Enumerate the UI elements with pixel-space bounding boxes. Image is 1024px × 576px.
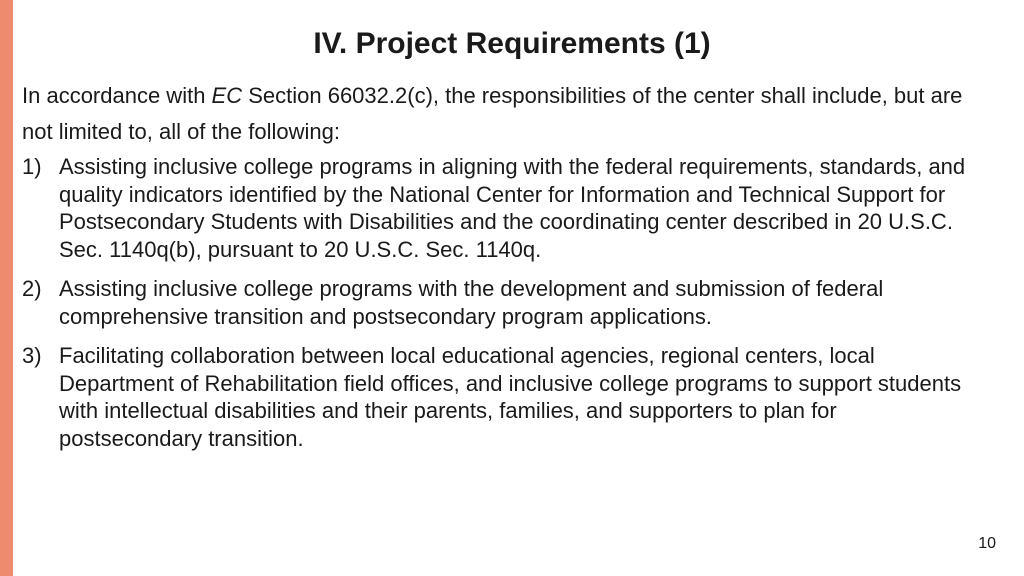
- slide-title: IV. Project Requirements (1): [313, 27, 711, 60]
- requirement-item-3: [22, 342, 982, 452]
- requirement-text: Assisting inclusive college programs in aligning with the federal requirements, standards, and quality indicators identified by the National Center for Information and Technical Support for Postsecondary Students with Disabilities and the coordinating center described in 20 U.S.C. Sec. 1140q(b), pursuant to 20 U.S.C. Sec. 1140q.: [59, 154, 966, 262]
- intro-text-after: Section 66032.2(c), the responsibilities of the center shall include, but are not limited to, all of the following:: [22, 83, 963, 144]
- page-number: 10: [978, 535, 996, 552]
- requirement-number: 2): [22, 276, 42, 301]
- requirement-text: Facilitating collaboration between local educational agencies, regional centers, local Department of Rehabilitation field offices, and inclusive college programs to support students with intellectual disabilities and their parents, families, and supporters to plan for postsecondary transition.: [59, 343, 962, 451]
- requirement-text: Assisting inclusive college programs with the development and submission of federal comprehensive transition and postsecondary program applications.: [59, 276, 884, 329]
- requirements-list: [22, 153, 982, 464]
- requirement-number: 3): [22, 343, 42, 368]
- accent-bar: [0, 0, 13, 576]
- intro-emphasis: EC: [211, 83, 243, 108]
- intro-paragraph: [22, 78, 982, 150]
- requirement-item-1: [22, 153, 982, 263]
- requirement-item-2: [22, 275, 982, 330]
- requirement-number: 1): [22, 154, 42, 179]
- intro-text-before: In accordance with: [22, 83, 212, 108]
